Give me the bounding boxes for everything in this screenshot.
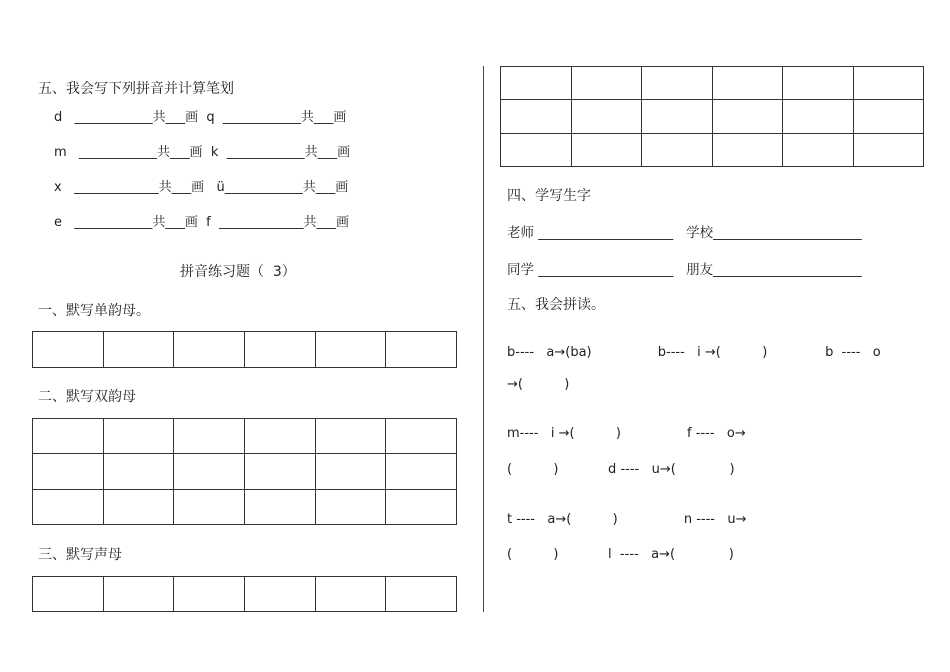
section-4-title: 四、学写生字 (507, 188, 591, 204)
grid-cell[interactable] (33, 332, 104, 368)
section-2-title: 二、默写双韵母 (38, 389, 136, 405)
grid-cell[interactable] (501, 133, 572, 166)
grid-cell[interactable] (642, 133, 713, 166)
single-vowel-grid (32, 331, 457, 368)
spelling-line-4: ( ) d ---- u→( ) (507, 462, 735, 477)
word-row-2: 同学 ____________________ 朋友______________________ (507, 262, 862, 278)
grid-cell[interactable] (103, 332, 174, 368)
section-5-spelling-title: 五、我会拼读。 (507, 297, 605, 313)
grid-cell[interactable] (853, 67, 924, 100)
grid-cell[interactable] (571, 100, 642, 133)
double-vowel-grid (32, 418, 457, 525)
grid-cell[interactable] (315, 454, 386, 489)
grid-cell[interactable] (315, 332, 386, 368)
grid-cell[interactable] (33, 454, 104, 489)
worksheet-title: 拼音练习题（ 3） (180, 264, 296, 280)
grid-cell[interactable] (501, 100, 572, 133)
spelling-line-2: →( ) (507, 377, 570, 392)
stroke-row-4: e ____________共___画 f _____________共___画 (54, 215, 350, 230)
grid-cell[interactable] (386, 454, 457, 489)
grid-cell[interactable] (571, 67, 642, 100)
top-right-grid (500, 66, 924, 167)
section-5-stroke-title: 五、我会写下列拼音并计算笔划 (38, 81, 234, 97)
grid-cell[interactable] (244, 454, 315, 489)
grid-cell[interactable] (174, 489, 245, 524)
grid-cell[interactable] (244, 489, 315, 524)
grid-cell[interactable] (174, 419, 245, 454)
grid-cell[interactable] (501, 67, 572, 100)
grid-cell[interactable] (642, 100, 713, 133)
grid-cell[interactable] (315, 489, 386, 524)
column-divider (483, 66, 484, 612)
grid-cell[interactable] (386, 332, 457, 368)
grid-cell[interactable] (174, 332, 245, 368)
grid-cell[interactable] (103, 454, 174, 489)
grid-cell[interactable] (853, 133, 924, 166)
grid-cell[interactable] (386, 419, 457, 454)
grid-cell[interactable] (244, 419, 315, 454)
grid-cell[interactable] (174, 454, 245, 489)
grid-cell[interactable] (853, 100, 924, 133)
grid-cell[interactable] (783, 100, 854, 133)
spelling-line-1: b---- a→(ba) b---- i →( ) b ---- o (507, 345, 881, 360)
section-1-title: 一、默写单韵母。 (38, 303, 150, 319)
grid-cell[interactable] (174, 577, 245, 612)
grid-cell[interactable] (103, 419, 174, 454)
spelling-line-5: t ---- a→( ) n ---- u→ (507, 512, 747, 527)
stroke-row-3: x _____________共___画 ü____________共___画 (54, 180, 349, 195)
grid-cell[interactable] (712, 67, 783, 100)
word-row-1: 老师 ____________________ 学校______________________ (507, 225, 862, 241)
grid-cell[interactable] (712, 133, 783, 166)
grid-cell[interactable] (244, 332, 315, 368)
grid-cell[interactable] (33, 577, 104, 612)
spelling-line-3: m---- i →( ) f ---- o→ (507, 426, 746, 441)
stroke-row-2: m ____________共___画 k ____________共___画 (54, 145, 351, 160)
grid-cell[interactable] (642, 67, 713, 100)
grid-cell[interactable] (571, 133, 642, 166)
grid-cell[interactable] (244, 577, 315, 612)
grid-cell[interactable] (315, 577, 386, 612)
grid-cell[interactable] (783, 67, 854, 100)
grid-cell[interactable] (386, 577, 457, 612)
grid-cell[interactable] (783, 133, 854, 166)
grid-cell[interactable] (315, 419, 386, 454)
grid-cell[interactable] (712, 100, 783, 133)
initials-grid (32, 576, 457, 612)
spelling-line-6: ( ) l ---- a→( ) (507, 547, 734, 562)
grid-cell[interactable] (103, 489, 174, 524)
section-3-title: 三、默写声母 (38, 547, 122, 563)
grid-cell[interactable] (33, 489, 104, 524)
grid-cell[interactable] (33, 419, 104, 454)
stroke-row-1: d ____________共___画 q ____________共___画 (54, 110, 347, 125)
grid-cell[interactable] (386, 489, 457, 524)
grid-cell[interactable] (103, 577, 174, 612)
